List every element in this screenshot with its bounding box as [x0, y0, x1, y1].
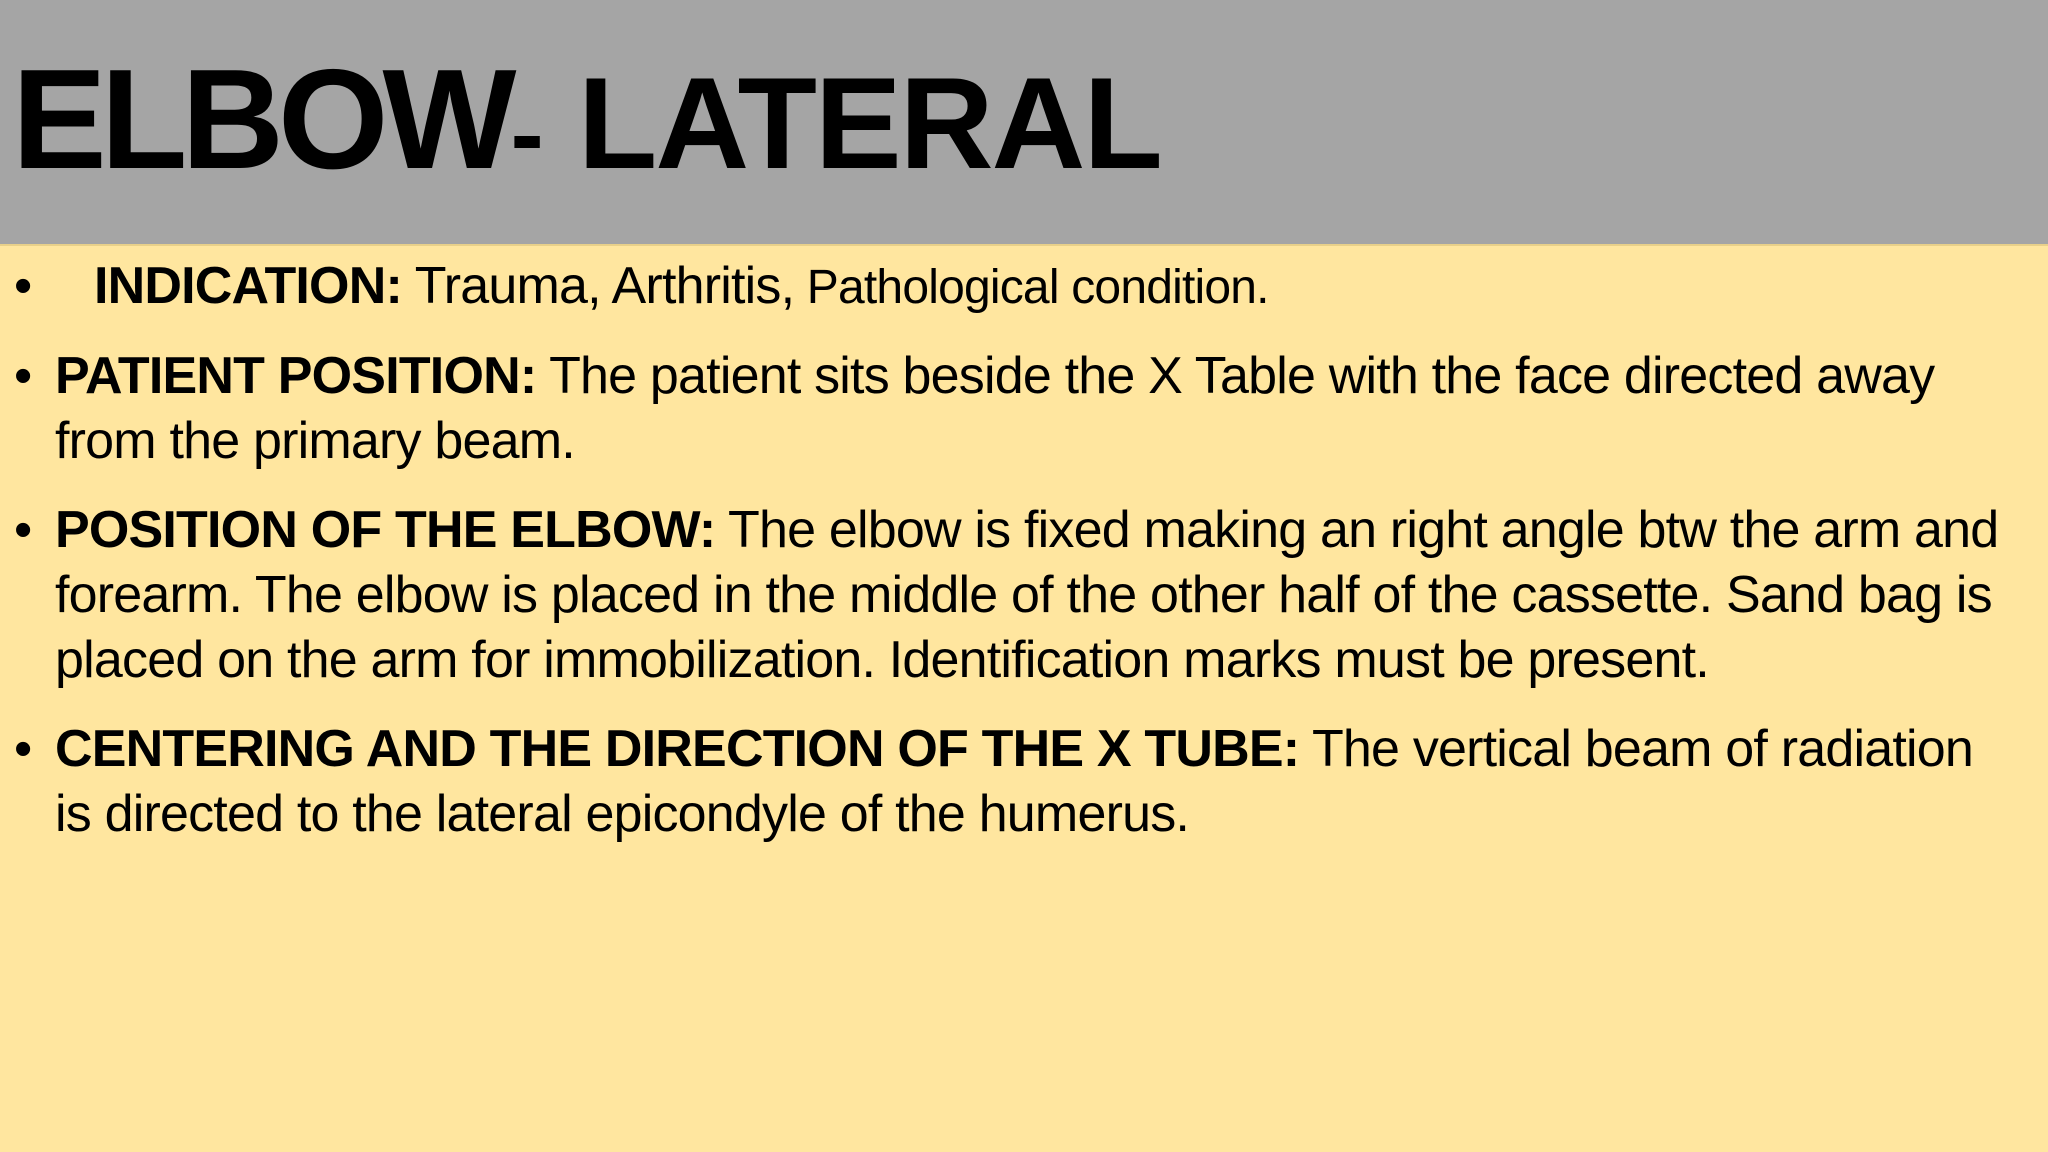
title-main: ELBOW [12, 40, 511, 199]
title-rest: LATERAL [543, 50, 1161, 196]
item-text: The vertical beam of radiation is directed to the lateral epicondyle of the humerus. [55, 720, 1973, 843]
item-text-small: Pathological condition. [794, 261, 1269, 314]
title-dash: - [510, 78, 544, 190]
item-text: The patient sits beside the X Table with the face directed away from the primary beam. [55, 347, 1935, 470]
bullet-icon: • [14, 501, 32, 559]
title-band [0, 0, 2048, 246]
bullet-icon: • [14, 347, 32, 405]
item-text: The elbow is fixed making an right angle btw the arm and forearm. The elbow is placed in the middle of the other half of the cassette. Sand bag is placed on the arm for immobilization. Identification marks must be present. [55, 501, 1999, 689]
item-label: CENTERING AND THE DIRECTION OF THE X TUBE: [55, 720, 1300, 778]
bullet-item-indication [0, 254, 2048, 320]
item-label: PATIENT POSITION: [55, 347, 537, 405]
bullet-icon: • [14, 720, 32, 778]
bullet-item-position-of-elbow [0, 498, 2048, 693]
bullet-icon: • [14, 257, 32, 315]
bullet-item-patient-position [0, 344, 2048, 474]
item-text: Trauma, Arthritis, [401, 257, 795, 315]
item-label: POSITION OF THE ELBOW: [55, 501, 716, 559]
bullet-list [0, 254, 2048, 847]
slide-title [12, 30, 1161, 224]
item-label: INDICATION: [94, 257, 402, 315]
bullet-item-centering [0, 717, 2048, 847]
